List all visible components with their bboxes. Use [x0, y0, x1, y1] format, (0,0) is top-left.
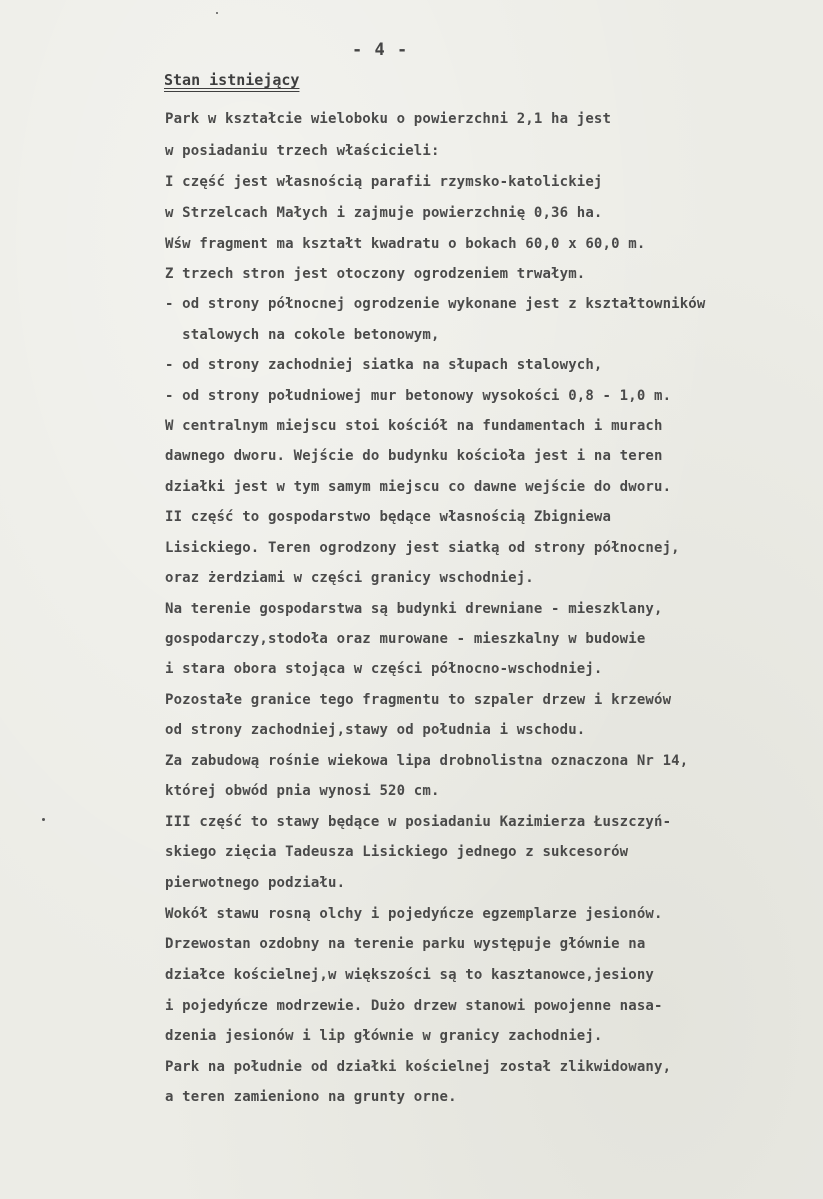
text-line: II część to gospodarstwo będące własnością Zbigniewa — [165, 509, 612, 525]
text-line: Park w kształcie wieloboku o powierzchni 2,1 ha jest — [165, 111, 612, 127]
paper-speck — [42, 818, 45, 821]
text-line: dawnego dworu. Wejście do budynku kościoła jest i na teren — [165, 448, 663, 464]
text-line: w Strzelcach Małych i zajmuje powierzchnię 0,36 ha. — [165, 205, 603, 221]
page-number: - 4 - — [352, 40, 409, 60]
text-line: działki jest w tym samym miejscu co dawne wejście do dworu. — [165, 479, 672, 495]
text-line: Wśw fragment ma kształt kwadratu o bokach 60,0 x 60,0 m. — [165, 236, 646, 252]
text-line: Na terenie gospodarstwa są budynki drewniane - mieszklany, — [165, 601, 663, 617]
text-line: działce kościelnej,w większości są to kasztanowce,jesiony — [165, 967, 654, 983]
text-line: Za zabudową rośnie wiekowa lipa drobnolistna oznaczona Nr 14, — [165, 753, 689, 769]
text-line: - od strony południowej mur betonowy wysokości 0,8 - 1,0 m. — [165, 388, 672, 404]
text-line: dzenia jesionów i lip głównie w granicy zachodniej. — [165, 1028, 603, 1044]
text-line: Z trzech stron jest otoczony ogrodzeniem trwałym. — [165, 266, 586, 282]
text-line: i pojedyńcze modrzewie. Dużo drzew stanowi powojenne nasa- — [165, 998, 663, 1014]
text-line: skiego zięcia Tadeusza Lisickiego jednego z sukcesorów — [165, 844, 629, 860]
text-line: stalowych na cokole betonowym, — [165, 327, 440, 343]
text-line: I część jest własnością parafii rzymsko-katolickiej — [165, 174, 603, 190]
text-line: - od strony zachodniej siatka na słupach stalowych, — [165, 357, 603, 373]
text-line: w posiadaniu trzech właścicieli: — [165, 143, 440, 159]
section-heading: Stan istniejący — [164, 71, 300, 89]
text-line: oraz żerdziami w części granicy wschodniej. — [165, 570, 534, 586]
text-line: pierwotnego podziału. — [165, 875, 346, 891]
text-line: a teren zamieniono na grunty orne. — [165, 1089, 457, 1105]
text-line: Park na południe od działki kościelnej został zlikwidowany, — [165, 1059, 672, 1075]
text-line: i stara obora stojąca w części północno-wschodniej. — [165, 661, 603, 677]
text-line: gospodarczy,stodoła oraz murowane - mieszkalny w budowie — [165, 631, 646, 647]
text-line: Wokół stawu rosną olchy i pojedyńcze egzemplarze jesionów. — [165, 906, 663, 922]
text-line: Pozostałe granice tego fragmentu to szpaler drzew i krzewów — [165, 692, 672, 708]
paper-speck — [216, 12, 218, 14]
text-line: której obwód pnia wynosi 520 cm. — [165, 783, 440, 799]
text-line: od strony zachodniej,stawy od południa i wschodu. — [165, 722, 586, 738]
text-line: III część to stawy będące w posiadaniu Kazimierza Łuszczyń- — [165, 814, 672, 830]
text-line: W centralnym miejscu stoi kościół na fundamentach i murach — [165, 418, 663, 434]
text-line: - od strony północnej ogrodzenie wykonane jest z kształtowników — [165, 296, 706, 312]
text-line: Drzewostan ozdobny na terenie parku występuje głównie na — [165, 936, 646, 952]
text-line: Lisickiego. Teren ogrodzony jest siatką od strony północnej, — [165, 540, 680, 556]
